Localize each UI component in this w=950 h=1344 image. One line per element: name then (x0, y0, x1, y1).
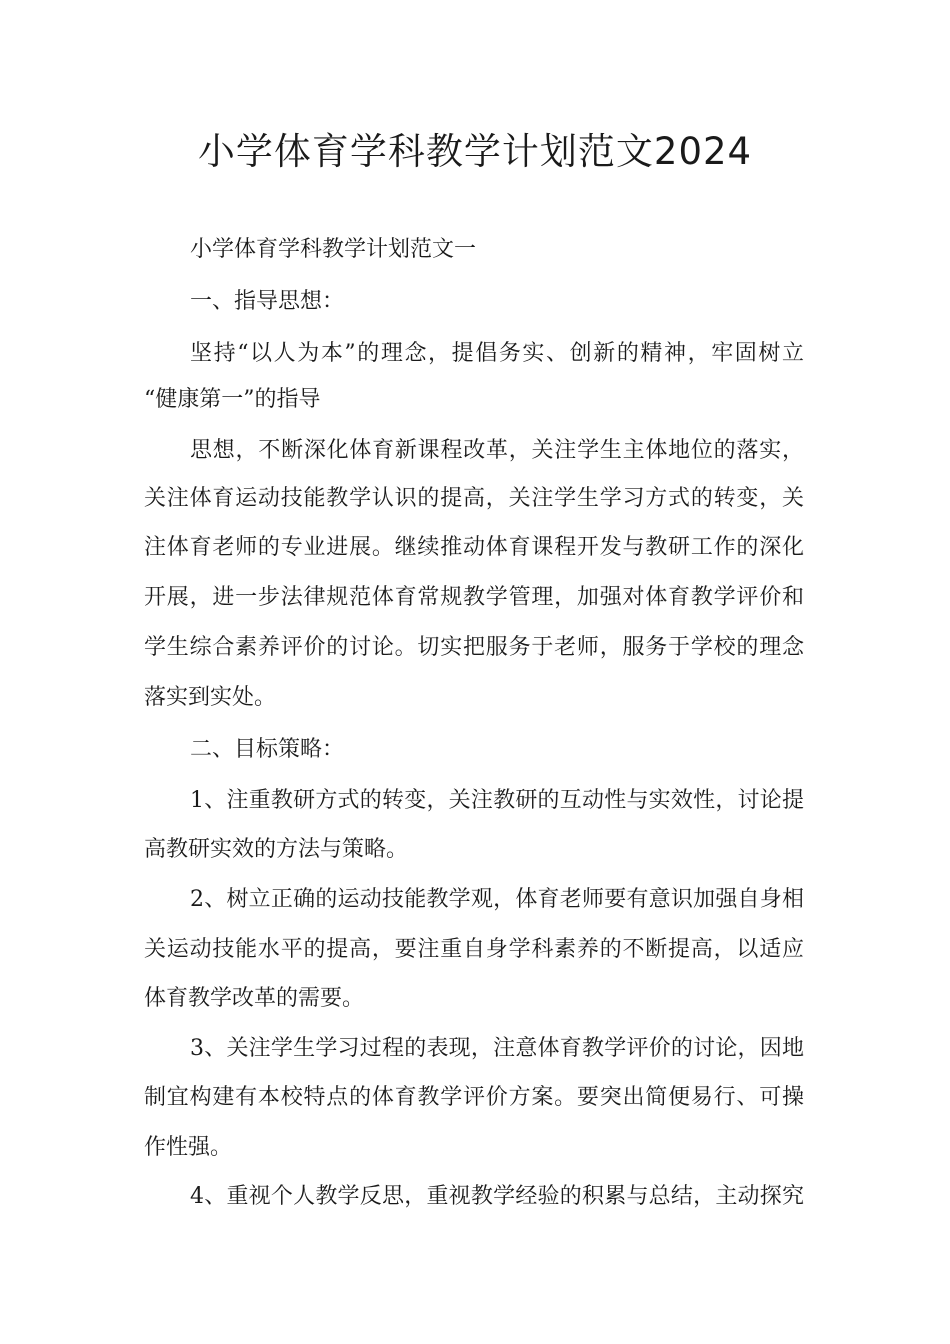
paragraph-line: 坚持“以人为本”的理念，提倡务实、创新的精神，牢固树立 (190, 341, 804, 366)
paragraph-line: 关运动技能水平的提高，要注重自身学科素养的不断提高，以适应 (144, 937, 804, 962)
section-heading: 二、目标策略： (190, 737, 345, 762)
paragraph-line: 落实到实处。 (144, 685, 277, 710)
paragraph-line: 1、注重教研方式的转变，关注教研的互动性与实效性，讨论提 (190, 788, 804, 813)
paragraph-line: “健康第一”的指导 (144, 387, 321, 412)
paragraph-line: 开展，进一步法律规范体育常规教学管理，加强对体育教学评价和 (144, 585, 804, 610)
paragraph-line: 学生综合素养评价的讨论。切实把服务于老师，服务于学校的理念 (144, 635, 804, 660)
paragraph-line: 3、关注学生学习过程的表现，注意体育教学评价的讨论，因地 (190, 1036, 804, 1061)
paragraph-line: 体育教学改革的需要。 (144, 986, 365, 1011)
paragraph-line: 作性强。 (144, 1135, 233, 1160)
paragraph-line: 高教研实效的方法与策略。 (144, 837, 409, 862)
paragraph-line: 2、树立正确的运动技能教学观，体育老师要有意识加强自身相 (190, 887, 804, 912)
document-title: 小学体育学科教学计划范文2024 (197, 130, 753, 173)
paragraph-line: 注体育老师的专业进展。继续推动体育课程开发与教研工作的深化 (144, 535, 804, 560)
paragraph-line: 制宜构建有本校特点的体育教学评价方案。要突出简便易行、可操 (144, 1085, 804, 1110)
paragraph-line: 4、重视个人教学反思，重视教学经验的积累与总结，主动探究 (190, 1184, 804, 1209)
section-heading: 小学体育学科教学计划范文一 (190, 237, 477, 262)
section-heading: 一、指导思想： (190, 289, 345, 314)
paragraph-line: 关注体育运动技能教学认识的提高，关注学生学习方式的转变，关 (144, 486, 804, 511)
paragraph-line: 思想，不断深化体育新课程改革，关注学生主体地位的落实， (190, 438, 804, 463)
